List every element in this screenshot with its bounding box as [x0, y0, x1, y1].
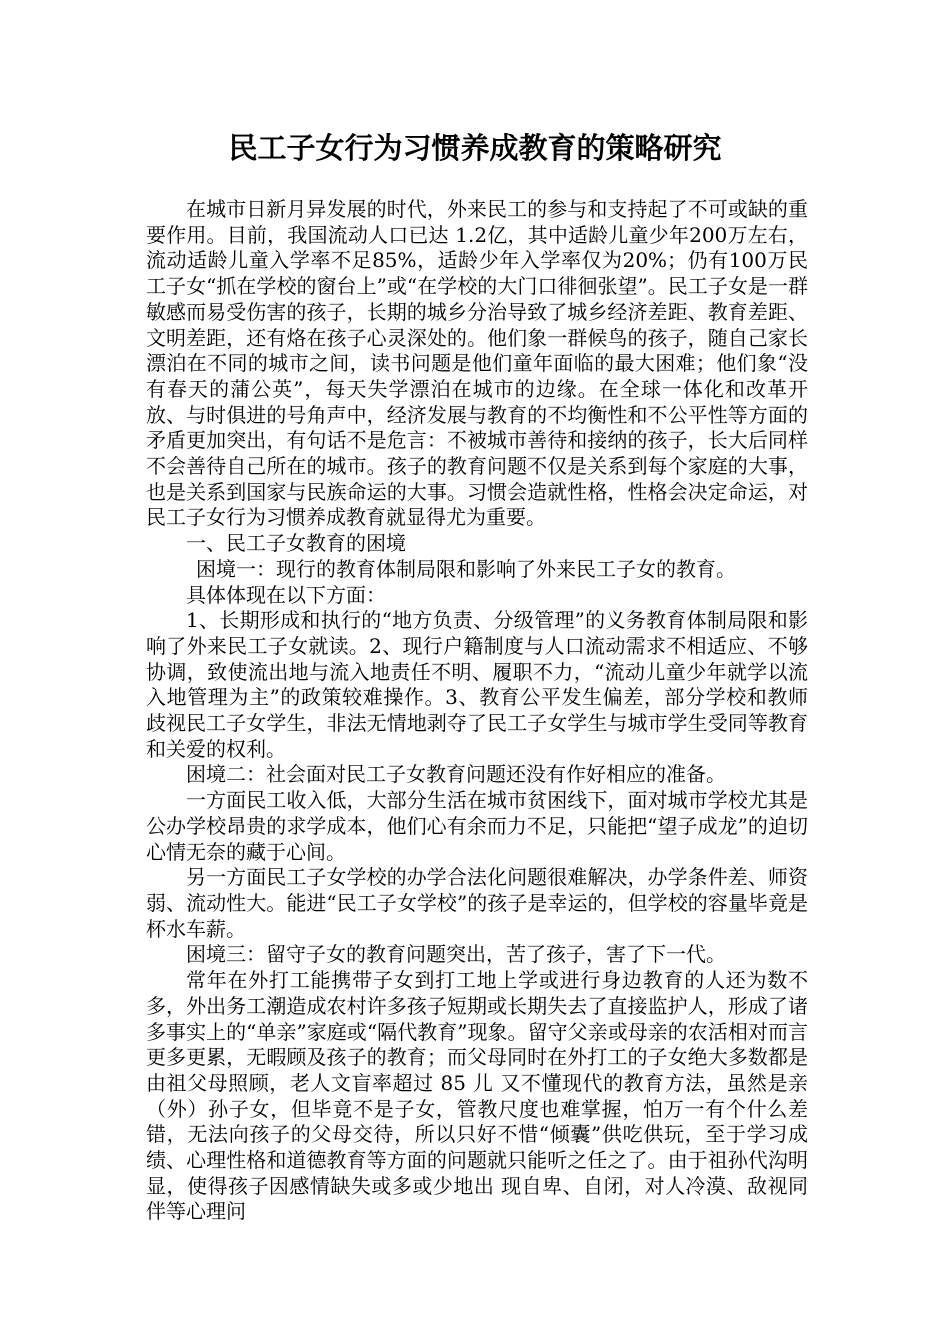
dilemma-1-heading: 困境一：现行的教育体制局限和影响了外来民工子女的教育。 [196, 556, 736, 581]
dilemma-2-heading: 困境二：社会面对民工子女教育问题还没有作好相应的准备。 [186, 762, 726, 787]
paragraph-dilemma-3-details: 常年在外打工能携带子女到打工地上学或进行身边教育的人还为数不多，外出务工潮造成农村许多孩子短期或长期失去了直接监护人，形成了诸多事实上的“单亲”家庭或“隔代教育”现象。留守父亲或母亲的农活相对而言更多更累，无暇顾及孩子的教育；而父母同时在外打工的子女绝大多数都是由祖父母照顾，老人文盲率超过 85 儿 又不懂现代的教育方法，虽然是亲（外）孙子女，但毕竟不是子女，管教尺度也难掌握，怕万一有个什么差错，无法向孩子的父母交待，所以只好不惜“倾囊”供吃供玩，至于学习成绩、心理性格和道德教育等方面的问题就只能听之任之了。由于祖孙代沟明显，使得孩子因感情缺失或多或少地出 现自卑、自闭，对人冷漠、敌视同伴等心理问 [146, 968, 808, 1224]
dilemma-3-heading: 困境三：留守子女的教育问题突出，苦了孩子，害了下一代。 [186, 942, 726, 967]
paragraph-dilemma-2-income: 一方面民工收入低，大部分生活在城市贫困线下，面对城市学校尤其是公办学校昂贵的求学成本，他们心有余而力不足，只能把“望子成龙”的迫切心情无奈的藏于心间。 [146, 788, 808, 864]
paragraph-specifics-intro: 具体体现在以下方面： [186, 582, 386, 607]
document-title: 民工子女行为习惯养成教育的策略研究 [228, 131, 722, 165]
section-heading-1: 一、民工子女教育的困境 [186, 531, 406, 556]
paragraph-intro: 在城市日新月异发展的时代，外来民工的参与和支持起了不可或缺的重要作用。目前，我国流动人口已达 1.2亿，其中适龄儿童少年200万左右，流动适龄儿童入学率不足85%，适龄少年入学率仅为20%；仍有100万民工子女“抓在学校的窗台上”或“在学校的大门口徘徊张望”。民工子女是一群敏感而易受伤害的孩子，长期的城乡分治导致了城乡经济差距、教育差距、文明差距，还有烙在孩子心灵深处的。他们象一群候鸟的孩子，随自己家长漂泊在不同的城市之间，读书问题是他们童年面临的最大困难；他们象“没有春天的蒲公英”，每天失学漂泊在城市的边缘。在全球一体化和改革开放、与时俱进的号角声中，经济发展与教育的不均衡性和不公平性等方面的矛盾更加突出，有句话不是危言：不被城市善待和接纳的孩子，长大后同样不会善待自己所在的城市。孩子的教育问题不仅是关系到每个家庭的大事，也是关系到国家与民族命运的大事。习惯会造就性格，性格会决定命运，对民工子女行为习惯养成教育就显得尤为重要。 [146, 197, 808, 530]
paragraph-dilemma-1-details: 1、长期形成和执行的“地方负责、分级管理”的义务教育体制局限和影响了外来民工子女就读。2、现行户籍制度与人口流动需求不相适应、不够协调，致使流出地与流入地责任不明、履职不力，“流动儿童少年就学以流入地管理为主”的政策较难操作。3、教育公平发生偏差，部分学校和教师歧视民工子女学生，非法无情地剥夺了民工子女学生与城市学生受同等教育和关爱的权利。 [146, 608, 808, 761]
document-body [146, 197, 808, 1225]
paragraph-dilemma-2-schools: 另一方面民工子女学校的办学合法化问题很难解决，办学条件差、师资弱、流动性大。能进“民工子女学校”的孩子是幸运的，但学校的容量毕竟是杯水车薪。 [146, 865, 808, 941]
